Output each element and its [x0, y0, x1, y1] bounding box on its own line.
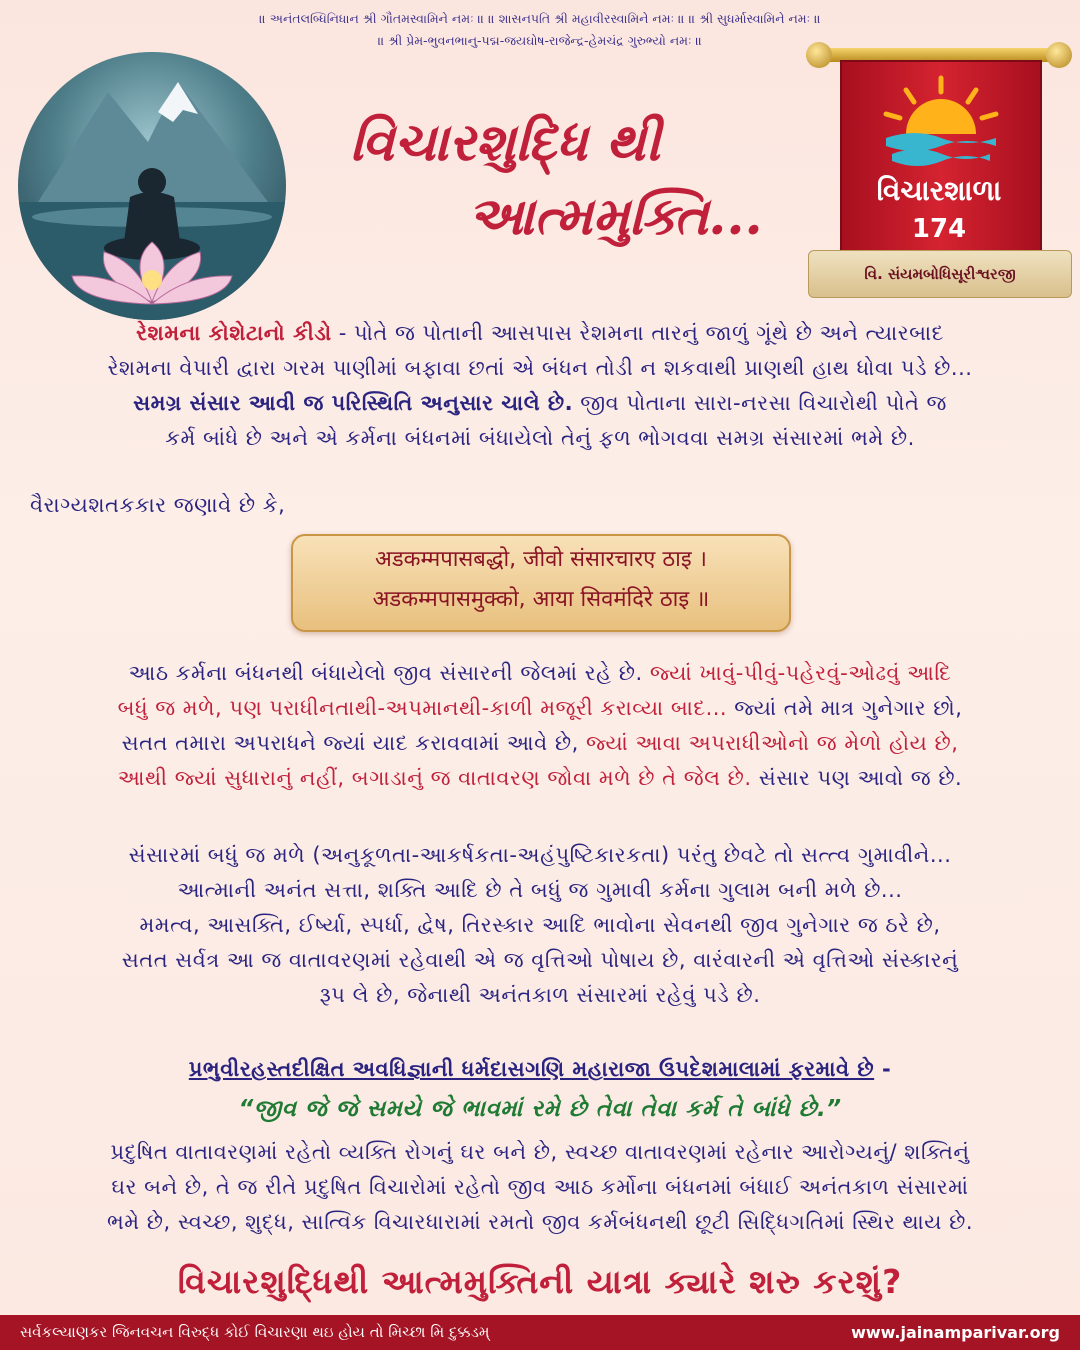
- banner-name: વિચારશાળા: [876, 174, 1002, 207]
- quote-line-2: अडकम्मपासमुक्को, आया सिवमंदिरे ठाइ ॥: [372, 587, 710, 612]
- s3-line-2: આત્માની અનંત સત્તા, શક્તિ આદિ છે તે બધું જ ગુમાવી કર્મના ગુલામ બની મળે છે...: [177, 878, 903, 902]
- s3-line-5: રૂપ લે છે, જેનાથી અનંતકાળ સંસારમાં રહેવું પડે છે.: [319, 983, 761, 1007]
- s1-line-4: કર્મ બાંધે છે અને એ કર્મના બંધનમાં બંધાયેલો તેનું ફળ ભોગવવા સમગ્ર સંસારમાં ભમે છે.: [165, 426, 915, 450]
- s2-l3-b: જ્યાં આવા અપરાધીઓનો જ મેળો હોય છે,: [578, 731, 959, 755]
- closing-question: વિચારશુદ્ધિથી આત્મમુક્તિની યાત્રા ક્યારે શરુ કરશું?: [177, 1262, 903, 1301]
- vicharshala-banner: [806, 28, 1072, 298]
- s2-line-4: [30, 761, 1050, 796]
- mantra-line-1: ॥ અનંતલબ્ધિનિધાન શ્રી ગૌતમસ્વામિને નમઃ ॥ ॥ શાસનપતિ શ્રી મહાવીરસ્વામિને નમઃ ॥ ॥ શ્રી સુધર્માસ્વામિને નમઃ ॥: [259, 11, 821, 26]
- section-1: [30, 316, 1050, 456]
- s2-line-2: [30, 691, 1050, 726]
- footer-bar: [0, 1315, 1080, 1350]
- footer-website-link[interactable]: www.jainamparivar.org: [851, 1323, 1060, 1342]
- s4-quote: “જીવ જે જે સમયે જે ભાવમાં રમે છે તેવા તેવા કર્મ તે બાંધે છે.”: [238, 1096, 842, 1122]
- s2-l2-b: જ્યાં તમે માત્ર ગુનેગાર છો,: [727, 696, 963, 720]
- s1-line-2: રેશમના વેપારી દ્વારા ગરમ પાણીમાં બફાવા છતાં એ બંધન તોડી ન શકવાથી પ્રાણથી હાથ ધોવા પડે છે...: [107, 356, 973, 380]
- banner-knob-right: [1046, 42, 1072, 68]
- s1-bold: સમગ્ર સંસાર આવી જ પરિસ્થિતિ અનુસાર ચાલે છે.: [133, 391, 574, 415]
- s2-l4-b: સંસાર પણ આવો જ છે.: [751, 766, 963, 790]
- section-4-heading: [30, 1052, 1050, 1087]
- sun-wave-logo-icon: [876, 72, 1006, 172]
- author-scroll: વિ. સંયમબોધિસૂરીશ્વરજી: [808, 250, 1072, 298]
- s4-line-3: ભમે છે, સ્વચ્છ, શુદ્ધ, સાત્વિક વિચારધારામાં રમતો જીવ કર્મબંધનથી છૂટી સિદ્ધિગતિમાં સ્થિર થાય છે.: [106, 1210, 974, 1234]
- section-3: [30, 838, 1050, 1013]
- quote-line-1: अडकम्मपासबद्धो, जीवो संसारचारए ठाइ ।: [375, 547, 707, 572]
- s4-line-2: ઘર બને છે, તે જ રીતે પ્રદુષિત વિચારોમાં રહેતો જીવ આઠ કર્મોના બંધનમાં બંધાઈ અનંતકાળ સંસારમાં: [111, 1175, 969, 1199]
- title-line-2: આત્મમુક્તિ...: [468, 186, 763, 247]
- s1-line-1: [30, 316, 1050, 351]
- s4-heading: પ્રભુવીરહસ્તદીક્ષિત અવધિજ્ઞાની ધર્મદાસગણિ મહારાજા ઉપદેશમાલામાં ફરમાવે છે: [188, 1057, 875, 1081]
- banner-number: 174: [911, 214, 967, 244]
- s4-heading-dash: -: [874, 1057, 892, 1081]
- s3-line-3: મમત્વ, આસક્તિ, ઈર્ષ્યા, સ્પર્ધા, દ્વેષ, તિરસ્કાર આદિ ભાવોના સેવનથી જીવ ગુનેગાર જ ઠરે છે,: [139, 913, 941, 937]
- s1-line-1-rest: - પોતે જ પોતાની આસપાસ રેશમના તારનું જાળું ગૂંથે છે અને ત્યારબાદ: [331, 321, 944, 345]
- footer-apology: સર્વકલ્યાણકર જિનવચન વિરુદ્ધ કોઈ વિચારણા થઇ હોય તો મિચ્છા મિ દુક્કડમ્: [20, 1323, 490, 1341]
- prakrit-quote-box: [291, 534, 791, 632]
- s2-l3-a: સતત તમારા અપરાધને જ્યાં યાદ કરાવવામાં આવે છે,: [121, 731, 579, 755]
- s2-l4-a: આથી જ્યાં સુધારાનું નહીં, બગાડાનું જ વાતાવરણ જોવા મળે છે તે જેલ છે.: [117, 766, 752, 790]
- s2-l1-b: જ્યાં ખાવું-પીવું-પહેરવું-ઓઢવું આદિ: [642, 661, 952, 685]
- s3-line-1: સંસારમાં બધું જ મળે (અનુકૂળતા-આકર્ષકતા-અહંપુષ્ટિકારકતા) પરંતુ છેવટે તો સત્ત્વ ગુમાવીને...: [128, 843, 952, 867]
- banner-knob-left: [806, 42, 832, 68]
- s2-l1-a: આઠ કર્મના બંધનથી બંધાયેલો જીવ સંસારની જેલમાં રહે છે.: [128, 661, 643, 685]
- title-line-1: વિચારશુદ્ધિ થી: [350, 112, 661, 173]
- mantra-line-2: ॥ શ્રી પ્રેમ-ભુવનભાનુ-પદ્મ-જયઘોષ-રાજેન્દ્ર-હેમચંદ્ર ગુરુભ્યો નમઃ ॥: [377, 33, 703, 48]
- meditation-lotus-image: [18, 52, 286, 320]
- s1-intro-line: વૈરાગ્યશતકકાર જણાવે છે કે,: [30, 493, 286, 517]
- s2-line-1: [30, 656, 1050, 691]
- s4-line-1: પ્રદુષિત વાતાવરણમાં રહેતો વ્યક્તિ રોગનું ઘર બને છે, સ્વચ્છ વાતાવરણમાં રહેનાર આરોગ્યનું/ શક્તિનું: [110, 1140, 970, 1164]
- s1-line-3-rest: જીવ પોતાના સારા-નરસા વિચારોથી પોતે જ: [573, 391, 947, 415]
- s2-line-3: [30, 726, 1050, 761]
- s2-l2-a: બધું જ મળે, પણ પરાધીનતાથી-અપમાનથી-કાળી મજૂરી કરાવ્યા બાદ...: [117, 696, 728, 720]
- s3-line-4: સતત સર્વત્ર આ જ વાતાવરણમાં રહેવાથી એ જ વૃત્તિઓ પોષાય છે, વારંવારની એ વૃત્તિઓ સંસ્કારનું: [121, 948, 959, 972]
- section-2: [30, 656, 1050, 796]
- s1-highlight: રેશમના કોશેટાનો કીડો: [136, 321, 332, 345]
- meditation-illustration: [18, 52, 286, 320]
- s1-line-3: [30, 386, 1050, 421]
- section-4-body: [30, 1135, 1050, 1240]
